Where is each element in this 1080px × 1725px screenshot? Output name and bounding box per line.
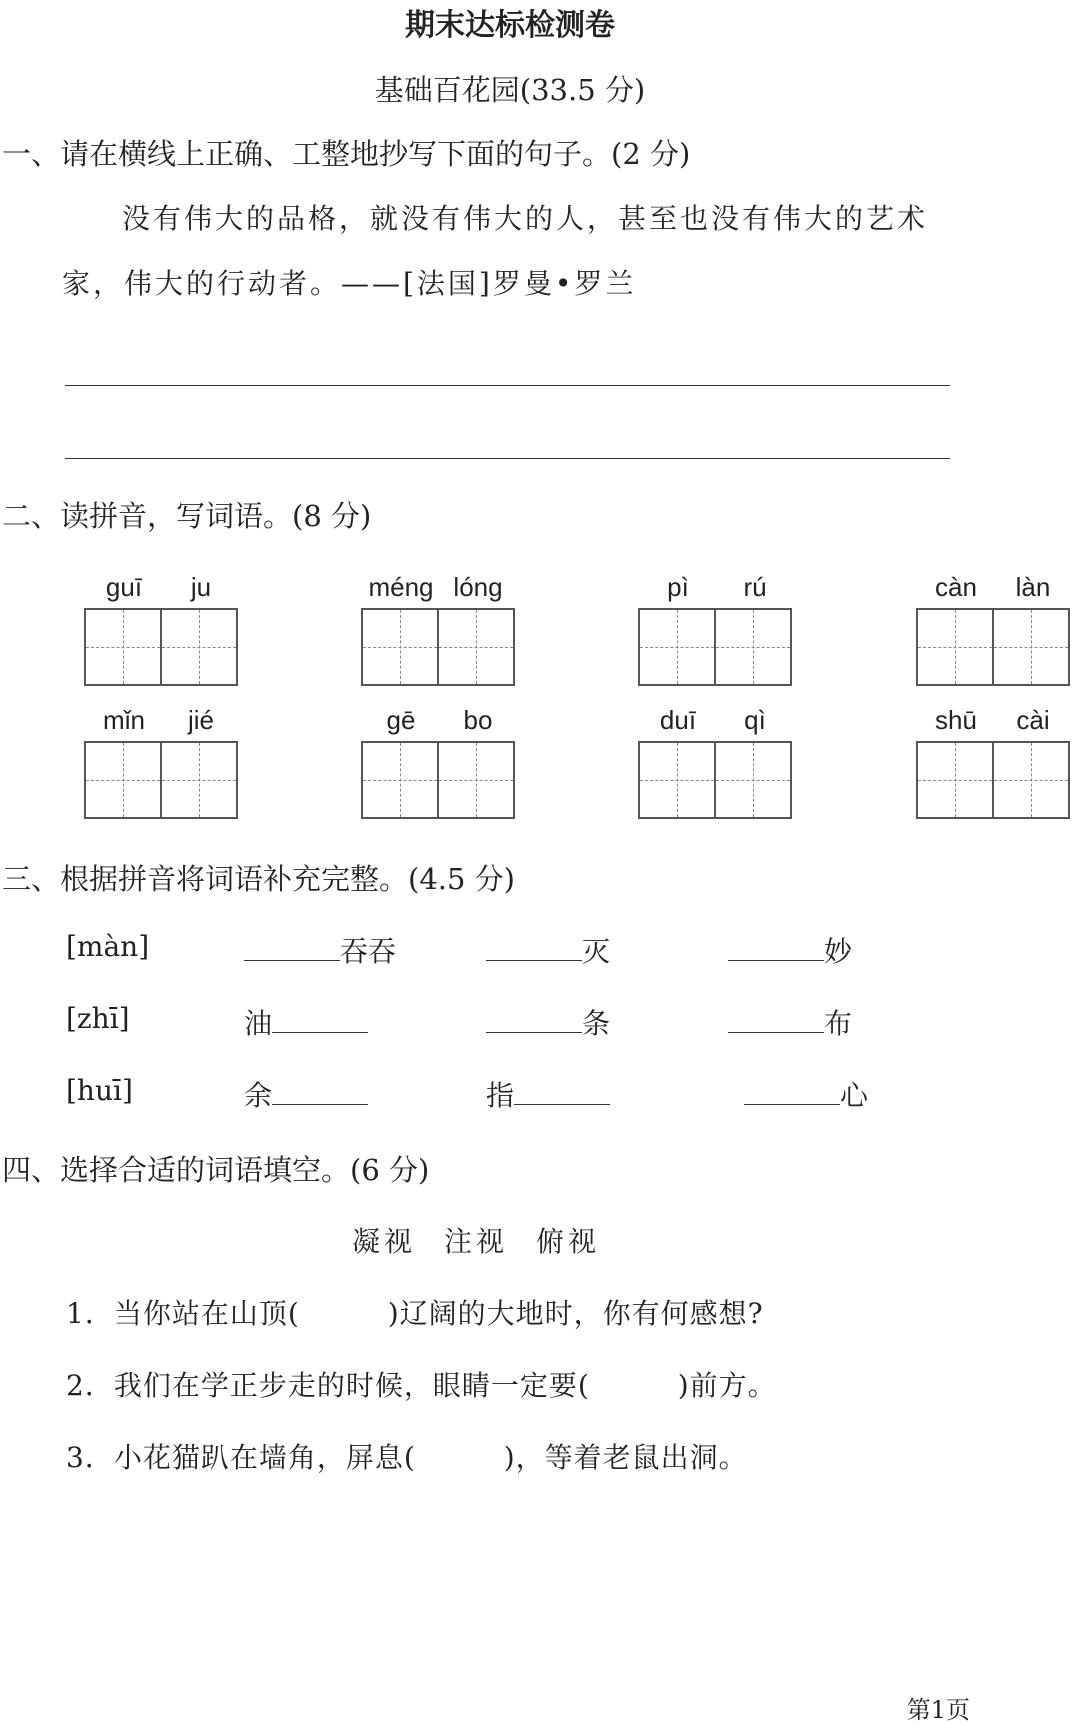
fill-item bbox=[728, 930, 852, 970]
fill-word: 布 bbox=[824, 1007, 853, 1040]
page-subtitle: 基础百花园(33.5 分) bbox=[374, 73, 646, 107]
fill-word: 妙 bbox=[824, 935, 853, 968]
fill-word: 灭 bbox=[582, 935, 611, 968]
question-1 bbox=[66, 1292, 764, 1332]
writing-box[interactable] bbox=[916, 741, 994, 819]
fill-item bbox=[486, 930, 610, 970]
question-text: )辽阔的大地时，你有何感想? bbox=[387, 1297, 764, 1330]
pinyin-syllable: guī bbox=[105, 572, 143, 602]
answer-blank[interactable] bbox=[728, 1006, 824, 1033]
writing-box[interactable] bbox=[638, 608, 716, 686]
pinyin-syllable: shū bbox=[935, 705, 977, 735]
pinyin-syllable: bo bbox=[463, 705, 493, 735]
copy-line-1[interactable] bbox=[65, 385, 950, 386]
writing-box[interactable] bbox=[638, 741, 716, 819]
writing-box[interactable] bbox=[160, 741, 238, 819]
fill-item bbox=[244, 1002, 368, 1042]
pinyin-syllable: duī bbox=[659, 705, 697, 735]
answer-blank[interactable] bbox=[244, 934, 340, 961]
fill-item bbox=[244, 1074, 368, 1114]
option-word: 注视 bbox=[444, 1225, 509, 1258]
question-text: 3．小花猫趴在墙角，屏息( bbox=[66, 1441, 416, 1474]
writing-box[interactable] bbox=[84, 608, 162, 686]
quote-line-2: 家，伟大的行动者。——[法国]罗曼•罗兰 bbox=[62, 267, 637, 300]
pinyin-syllable: rú bbox=[743, 572, 767, 602]
copy-line-2[interactable] bbox=[65, 458, 950, 459]
tianzige-grid bbox=[916, 741, 1070, 819]
writing-box[interactable] bbox=[160, 608, 238, 686]
fill-item bbox=[486, 1074, 610, 1114]
tianzige-grid bbox=[361, 741, 515, 819]
writing-box[interactable] bbox=[437, 608, 515, 686]
section2-heading: 二、读拼音，写词语。(8 分) bbox=[2, 499, 372, 533]
option-word: 凝视 bbox=[352, 1225, 417, 1258]
fill-word: 油 bbox=[244, 1007, 273, 1040]
pinyin-syllable: lóng bbox=[453, 572, 503, 602]
question-text: 2．我们在学正步走的时候，眼睛一定要( bbox=[66, 1369, 590, 1402]
pinyin-syllable: pì bbox=[667, 572, 689, 602]
page-number: 第1页 bbox=[906, 1696, 970, 1724]
fill-item bbox=[486, 1002, 610, 1042]
pinyin-syllable: qì bbox=[744, 705, 766, 735]
pinyin-syllable: ju bbox=[190, 572, 212, 602]
pinyin-syllable: jié bbox=[187, 705, 215, 735]
fill-item bbox=[728, 1002, 852, 1042]
question-text: )，等着老鼠出洞。 bbox=[503, 1441, 748, 1474]
pinyin-syllable: càn bbox=[935, 572, 977, 602]
fill-word: 余 bbox=[244, 1079, 273, 1112]
question-2 bbox=[66, 1364, 777, 1404]
tianzige-grid bbox=[916, 608, 1070, 686]
fill-word: 条 bbox=[582, 1007, 611, 1040]
writing-box[interactable] bbox=[361, 608, 439, 686]
tianzige-grid bbox=[638, 741, 792, 819]
question-3 bbox=[66, 1436, 748, 1476]
quote-line-1: 没有伟大的品格，就没有伟大的人，甚至也没有伟大的艺术 bbox=[122, 202, 929, 235]
writing-box[interactable] bbox=[714, 741, 792, 819]
writing-box[interactable] bbox=[992, 741, 1070, 819]
pinyin-syllable: làn bbox=[1015, 572, 1051, 602]
fill-word: 指 bbox=[486, 1079, 515, 1112]
writing-box[interactable] bbox=[84, 741, 162, 819]
tianzige-grid bbox=[638, 608, 792, 686]
option-word: 俯视 bbox=[536, 1225, 601, 1258]
answer-blank[interactable] bbox=[514, 1078, 610, 1105]
answer-blank[interactable] bbox=[486, 1006, 582, 1033]
question-text: 1．当你站在山顶( bbox=[66, 1297, 300, 1330]
answer-blank[interactable] bbox=[272, 1006, 368, 1033]
fill-item bbox=[744, 1074, 868, 1114]
tianzige-grid bbox=[84, 608, 238, 686]
tianzige-grid bbox=[84, 741, 238, 819]
fill-word: 吞吞 bbox=[340, 935, 397, 968]
answer-blank[interactable] bbox=[744, 1078, 840, 1105]
word-options bbox=[338, 1220, 614, 1260]
pinyin-tag: [màn] bbox=[66, 930, 150, 963]
pinyin-syllable: mǐn bbox=[103, 705, 145, 735]
question-text: )前方。 bbox=[677, 1369, 777, 1402]
fill-word: 心 bbox=[840, 1079, 869, 1112]
section1-heading: 一、请在横线上正确、工整地抄写下面的句子。(2 分) bbox=[2, 137, 691, 171]
fill-item bbox=[244, 930, 396, 970]
answer-blank[interactable] bbox=[728, 934, 824, 961]
writing-box[interactable] bbox=[361, 741, 439, 819]
pinyin-syllable: cài bbox=[1016, 705, 1050, 735]
pinyin-syllable: gē bbox=[386, 705, 416, 735]
writing-box[interactable] bbox=[992, 608, 1070, 686]
answer-blank[interactable] bbox=[272, 1078, 368, 1105]
answer-blank[interactable] bbox=[486, 934, 582, 961]
writing-box[interactable] bbox=[916, 608, 994, 686]
tianzige-grid bbox=[361, 608, 515, 686]
pinyin-tag: [huī] bbox=[66, 1074, 133, 1107]
page-title: 期末达标检测卷 bbox=[405, 8, 615, 43]
pinyin-tag: [zhī] bbox=[66, 1002, 130, 1035]
section4-heading: 四、选择合适的词语填空。(6 分) bbox=[2, 1153, 430, 1187]
writing-box[interactable] bbox=[714, 608, 792, 686]
pinyin-syllable: méng bbox=[368, 572, 434, 602]
section3-heading: 三、根据拼音将词语补充完整。(4.5 分) bbox=[2, 862, 515, 896]
writing-box[interactable] bbox=[437, 741, 515, 819]
